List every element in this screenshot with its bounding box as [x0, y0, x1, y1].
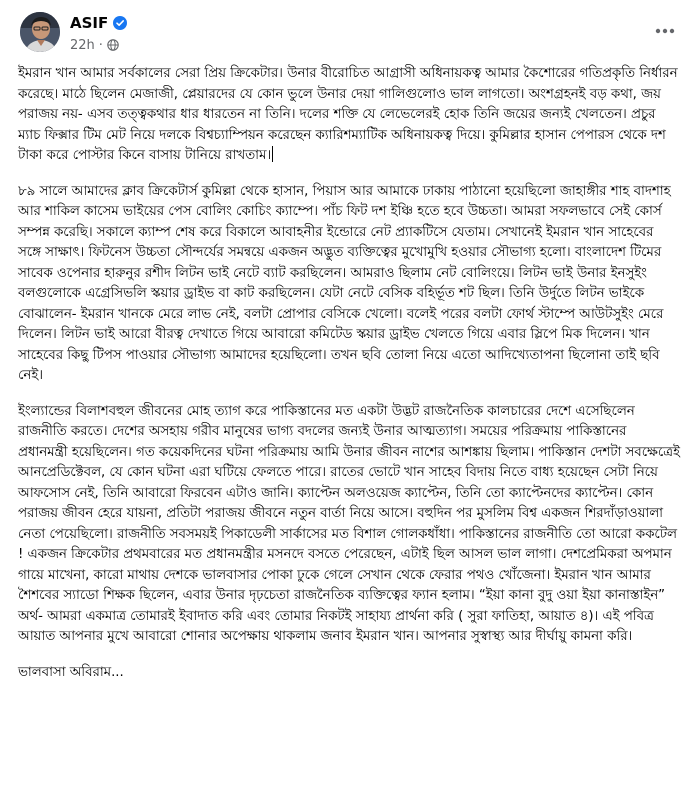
- post-body: [18, 64, 680, 683]
- post-header: [0, 0, 692, 64]
- text-cursor: [272, 146, 273, 162]
- author-row: [70, 13, 127, 33]
- globe-icon: [107, 39, 119, 51]
- post-meta: [70, 37, 119, 53]
- avatar[interactable]: [20, 12, 60, 52]
- verified-badge-icon: [113, 16, 127, 30]
- post-time[interactable]: 22h: [70, 37, 95, 53]
- paragraph-text: ইমরান খান আমার সর্বকালের সেরা প্রিয় ক্রিকেটার। উনার বীরোচিত আগ্রাসী অধিনায়কত্ব আমার কৈশোরের গতিপ্রকৃতি নির্ধারন করেছে। মাঠে ছিলেন মেজাজী, প্লেয়ারদের যে কোন ভুলে উনার দেয়া গালিগুলোও ভাল লাগতো। অংশগ্রহনই বড় কথা, জয় পরাজয় নয়- এসব তত্ত্বকথার ধার ধারতেন না তিনি। দলের শক্তি যে লেভেলেরই হোক তিনি জয়ের জন্যই খেলতেন। প্রচুর ম্যাচ ফিক্সার টিম মেট নিয়ে দলকে বিশ্বচ্যাম্পিয়ন করেছেন ক্যারিশম্যাটিক অধিনায়কত্ব দিয়ে। কুমিল্লার হাসান পেপারস থেকে দশ টাকা করে পোস্টার কিনে বাসায় টানিয়ে রাখতাম।: [18, 66, 678, 163]
- post-paragraph: ইংল্যান্ডের বিলাশবহুল জীবনের মোহ ত্যাগ করে পাকিস্তানের মত একটা উদ্ভট রাজনৈতিক কালচারের দেশে এসেছিলেন রাজনীতি করতে। দেশের অসহায় গরীব মানুষের ভাগ্য বদলের জন্যই উনার আত্মত্যাগ। সময়ের পরিক্রমায় পাকিস্তানের প্রধানমন্ত্রী হয়েছিলেন। গত কয়েকদিনের ঘটনা পরিক্রমায় আমি উনার জীবন নাশের আশঙ্কায় ছিলাম। পাকিস্তান দেশটা সবক্ষেত্রেই আনপ্রেডিক্টেবল, যে কোন ঘটনা এরা ঘটিয়ে ফেলতে পারে। রাতের ভোটে খান সাহেব বিদায় নিতে বাধ্য হয়েছেন সেটা নিয়ে আফসোস নেই, তিনি আবারো ফিরবেন এটাও জানি। ক্যাপ্টেন অলওয়েজ ক্যাপ্টেন, তিনি তো ক্যাপ্টেনদের ক্যাপ্টেন। কোন পরাজয় জীবন হেরে যায়না, প্রতিটা পরাজয় জীবনে নতুন বার্তা নিয়ে আসে। বহুদিন পর মুসলিম বিশ্ব একজন শিরদাঁড়াওয়ালা নেতা পেয়েছিলো। রাজনীতি সবসময়ই পিকাডেলী সার্কাসের মত বিশাল গোলকধাঁধা। পাকিস্তানের রাজনীতি তো আরো ককটেল ! একজন ক্রিকেটার প্রথমবারের মত প্রধানমন্ত্রীর মসনদে বসতে পেরেছেন, এটাই ছিল আসল ভাল লাগা। দেশপ্রেমিকরা অপমান গায়ে মাখেনা, কারো মাথায় দেশকে ভালবাসার পোকা ঢুকে গেলে সেখান থেকে ফেরার পথও খোঁজেনা। ইমরান খান আমার শৈশবের স্যাডো শিক্ষক ছিলেন, এবার উনার দৃঢ়চেতা রাজনৈতিক ব্যক্তিত্বের ফ্যান হলাম। “ইয়া কানা বুদু ওয়া ইয়া কানাস্তাইন” অর্থ- আমরা একমাত্র তোমারই ইবাদাত করি এবং তোমার নিকটই সাহায্য প্রার্থনা করি ( সুরা ফাতিহা, আয়াত ৪)। এই পবিত্র আয়াত আপনার মুখে আবারো শোনার অপেক্ষায় থাকলাম জনাব ইমরান খান। আপনার সুস্বাস্থ্য আর দীর্ঘায়ু কামনা করি।: [18, 403, 680, 644]
- post-paragraph: ভালবাসা অবিরাম...: [18, 664, 124, 680]
- more-options-button[interactable]: [652, 18, 678, 44]
- meta-separator: ·: [98, 37, 103, 53]
- author-name[interactable]: ASIF: [70, 14, 109, 32]
- post-paragraph: ৮৯ সালে আমাদের ক্লাব ক্রিকেটার্স কুমিল্লা থেকে হাসান, পিয়াস আর আমাকে ঢাকায় পাঠানো হয়েছিলো জাহাঙ্গীর শাহ বাদশাহ আর শাকিল কাসেম ভাইয়ের পেস বোলিং কোচিং ক্যাম্পে। পাঁচ ফিট দশ ইঞ্চি হতে হবে উচ্চতা। আমরা সফলভাবে সেই কোর্স সম্পন্ন করেছি। সকালে ক্যাম্প শেষ করে বিকালে আবাহনীর ইন্ডোরে নেট প্র্যাকটিসে যেতাম। সেখানেই ইমরান খান সাহেবের সঙ্গে সাক্ষাৎ। ফিটনেস উচ্চতা সৌন্দর্যের সমন্বয়ে একজন অদ্ভুত ব্যক্তিত্বের মুখোমুখি হওয়ার সৌভাগ্য হলো। বাংলাদেশ টিমের সাবেক ওপেনার হারুনুর রশীদ লিটন ভাই নেটে ব্যাট করছিলেন। আমরাও ছিলাম নেট বোলিংয়ে। লিটন ভাই উনার ইনসুইং বলগুলোকে এগ্রেসিভলি স্কয়ার ড্রাইভ বা কাট করছিলেন। যেটা নেটে বেসিক বহির্ভূত শট ছিল। তিনি উর্দুতে লিটন ভাইকে বোঝালেন- ইমরান খানকে মেরে লাভ নেই, বলটা প্রোপার বেসিকে খেলো। বলেই পরের বলটা ফোর্থ স্টাম্পে আউটসুইং মেরে দিলেন। লিটন ভাই আরো বীরত্ব দেখাতে গিয়ে আবারো কমিটেড স্কয়ার ড্রাইভ খেলতে গিয়ে এবার স্লিপে মিক দিলেন। খান সাহেবের কিছু টিপস পাওয়ার সৌভাগ্য আমাদের হয়েছিলো। তখন ছবি তোলা নিয়ে এতো আদিখ্যেতাপনা ছিলোনা তাই ছবি নেই।: [18, 183, 671, 383]
- more-dots-icon: [655, 28, 675, 34]
- profile-photo: [20, 12, 60, 52]
- post-paragraph: [18, 64, 680, 167]
